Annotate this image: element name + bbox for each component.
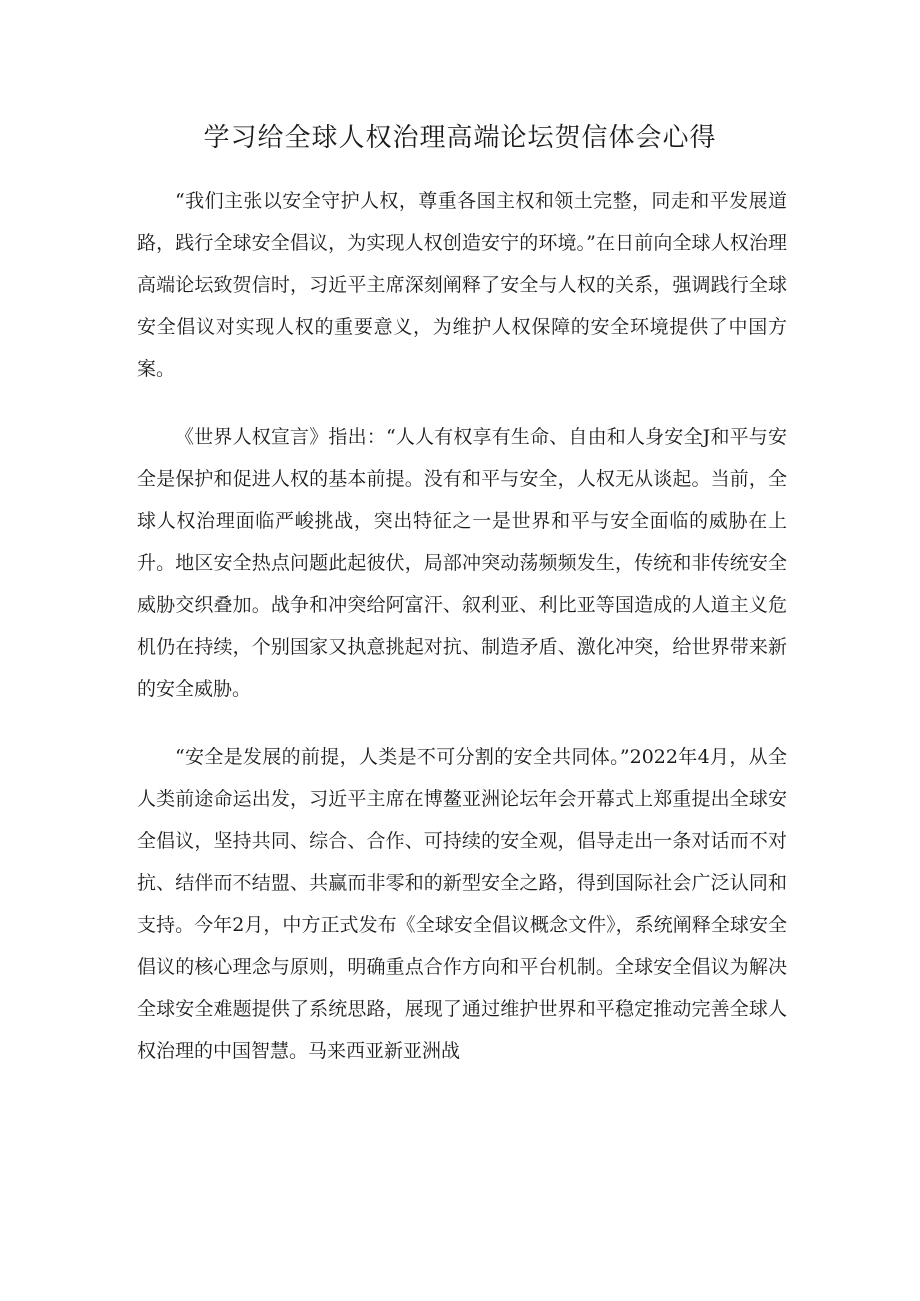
paragraph-2: 《世界人权宣言》指出：“人人有权享有生命、自由和人身安全J和平与安全是保护和促进人权的基本前提。没有和平与安全，人权无从谈起。当前，全球人权治理面临严峻挑战，突出特征之一是世界和平与安全面临的威胁在上升。地区安全热点问题此起彼伏，局部冲突动荡频频发生，传统和非传统安全威胁交织叠加。战争和冲突给阿富汗、叙利亚、利比亚等国造成的人道主义危机仍在持续，个别国家又执意挑起对抗、制造矛盾、激化冲突，给世界带来新的安全威胁。 (137, 426, 787, 700)
document-body (137, 180, 787, 1098)
paragraph-1: “我们主张以安全守护人权，尊重各国主权和领土完整，同走和平发展道路，践行全球安全倡议，为实现人权创造安宁的环境。”在日前向全球人权治理高端论坛致贺信时，习近平主席深刻阐释了安全与人权的关系，强调践行全球安全倡议对实现人权的重要意义，为维护人权保障的安全环境提供了中国方案。 (137, 190, 787, 380)
paragraph-3: “安全是发展的前提，人类是不可分割的安全共同体。”2022年4月，从全人类前途命运出发，习近平主席在博鳌亚洲论坛年会开幕式上郑重提出全球安全倡议，坚持共同、综合、合作、可持续的安全观，倡导走出一条对话而不对抗、结伴而不结盟、共赢而非零和的新型安全之路，得到国际社会广泛认同和支持。今年2月，中方正式发布《全球安全倡议概念文件》，系统阐释全球安全倡议的核心理念与原则，明确重点合作方向和平台机制。全球安全倡议为解决全球安全难题提供了系统思路，展现了通过维护世界和平稳定推动完善全球人权治理的中国智慧。马来西亚新亚洲战 (137, 746, 787, 1062)
document-title: 学习给全球人权治理高端论坛贺信体会心得 (203, 123, 717, 153)
